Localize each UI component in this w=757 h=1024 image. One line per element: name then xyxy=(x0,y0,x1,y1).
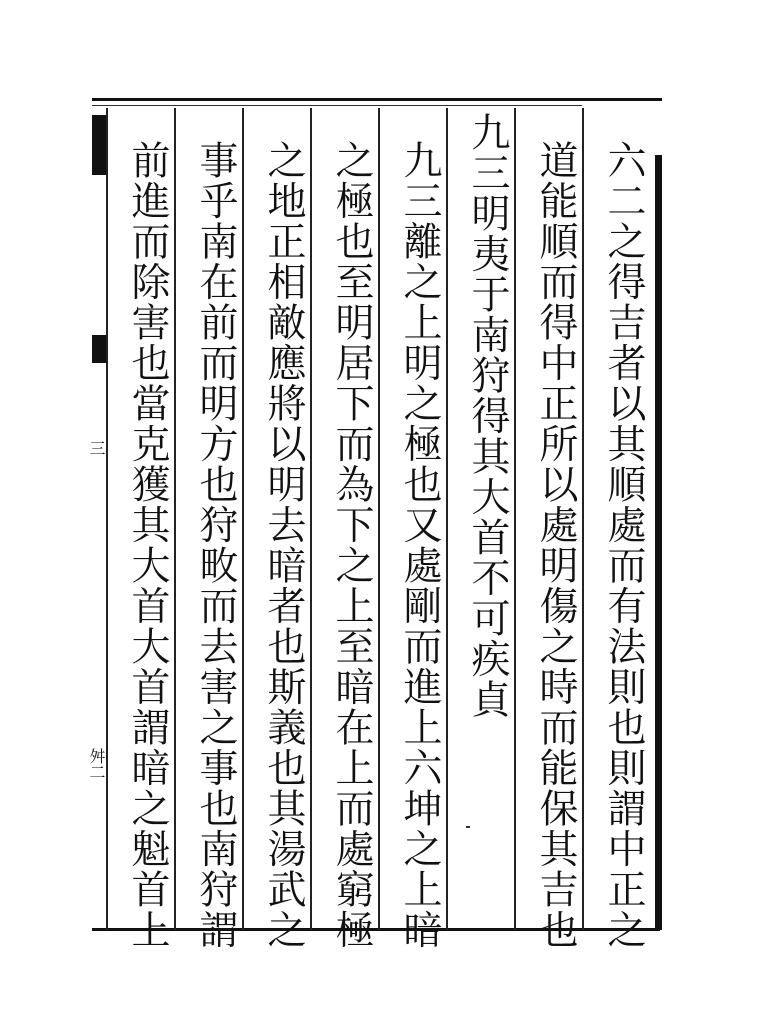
text-column-1: 六二之得吉者以其順處而有法則也則謂中正之 xyxy=(601,140,646,950)
margin-fishtail-mark xyxy=(92,335,106,363)
text-column-5: 之極也至明居下而為下之上至暗在上而處窮極 xyxy=(329,140,374,950)
top-border-rule-inner xyxy=(92,105,582,106)
text-column-4: 九三離之上明之極也又處剛而進上六坤之上暗 xyxy=(397,140,442,950)
left-margin-strip xyxy=(92,108,108,930)
text-column-2: 道能順而得中正所以處明傷之時而能保其吉也 xyxy=(533,140,578,950)
margin-label-lower: 舛二 xyxy=(87,748,106,780)
text-column-7: 事乎南在前而明方也狩畋而去害之事也南狩謂 xyxy=(193,140,238,950)
margin-ink-block xyxy=(92,115,106,175)
ink-dot xyxy=(466,826,470,828)
right-border-rule xyxy=(655,155,662,930)
margin-label-upper: 三 xyxy=(87,440,106,456)
text-column-3: 九三明夷于南狩得其大首不可疾貞 xyxy=(465,112,510,720)
top-border-rule xyxy=(92,98,662,101)
text-column-6: 之地正相敵應將以明去暗者也斯義也其湯武之 xyxy=(261,140,306,950)
text-column-8: 前進而除害也當克獲其大首大首謂暗之魁首上 xyxy=(125,140,170,950)
